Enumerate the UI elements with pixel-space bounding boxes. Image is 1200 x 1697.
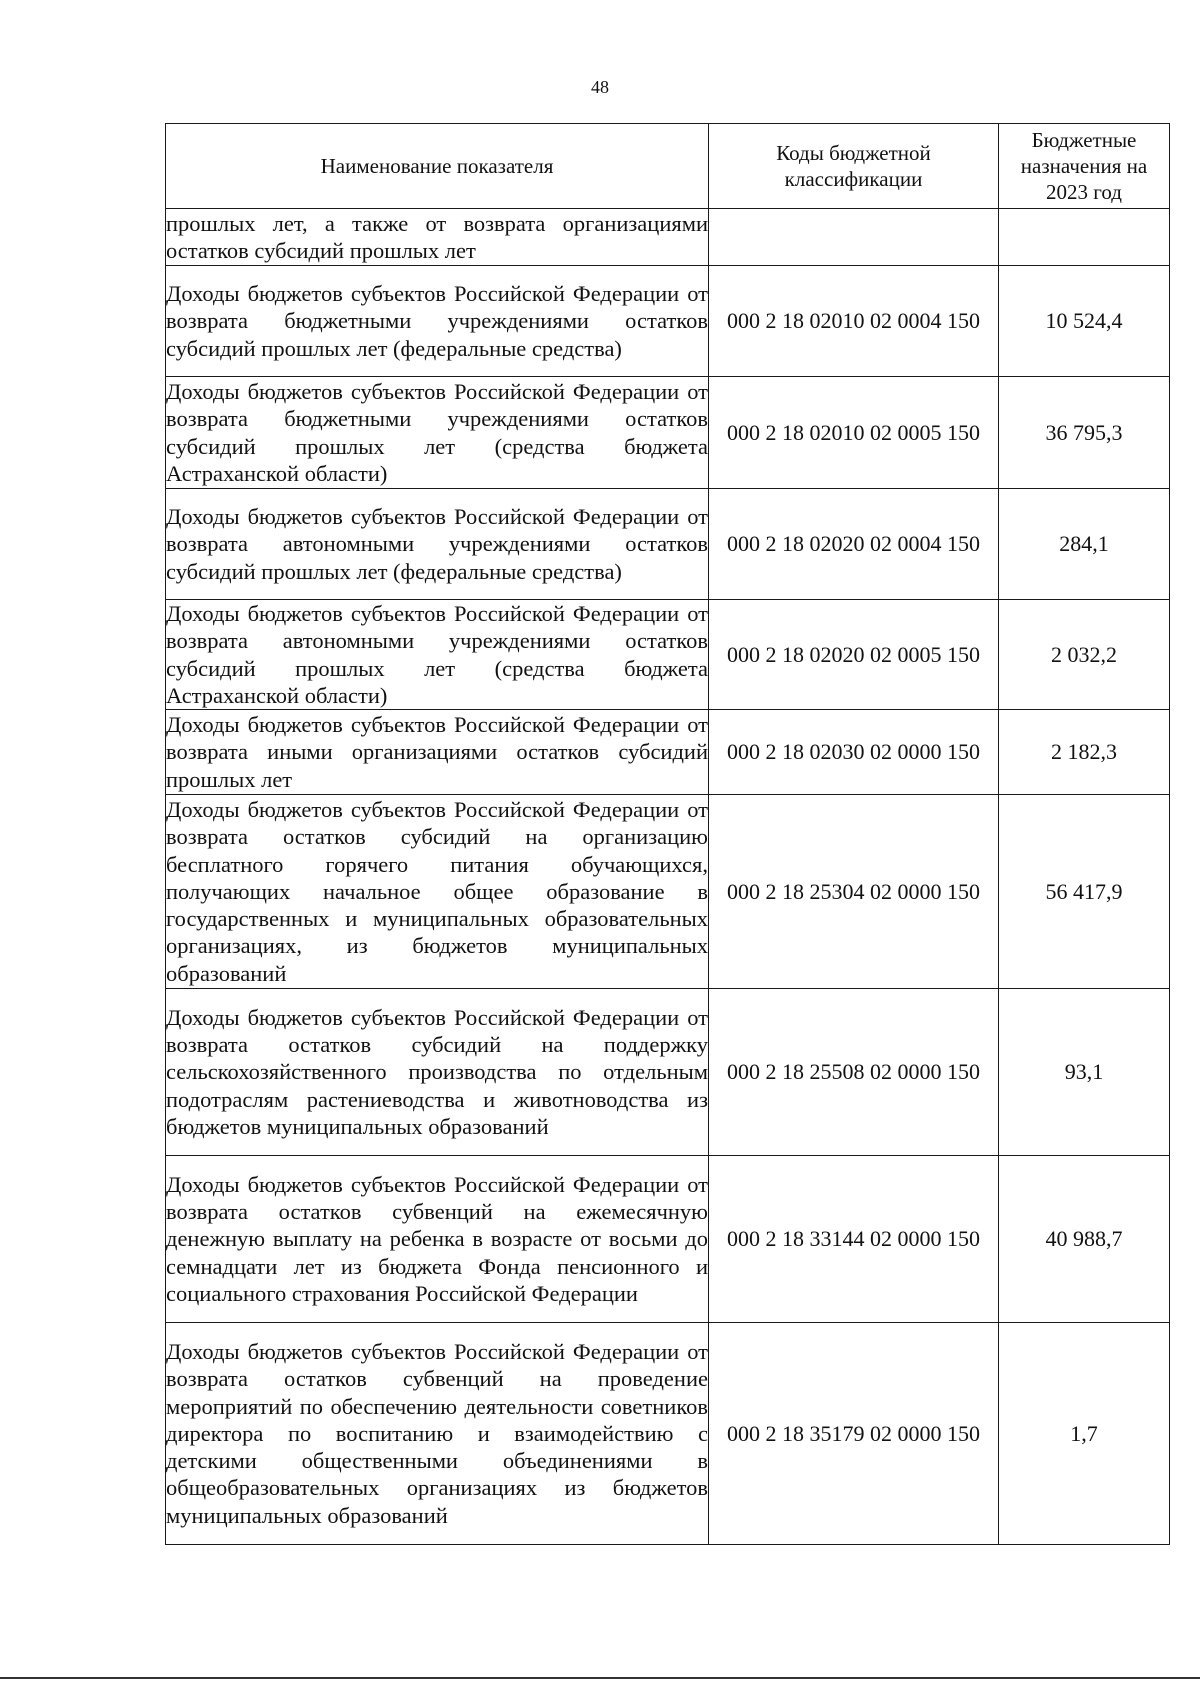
row-amount: 2 182,3: [999, 710, 1170, 795]
header-amount: [999, 124, 1170, 209]
row-amount: 36 795,3: [999, 377, 1170, 489]
row-amount: 93,1: [999, 989, 1170, 1156]
row-name: Доходы бюджетов субъектов Российской Федерации от возврата автономными учреждениями остатков субсидий прошлых лет (средства бюджета Астраханской области): [166, 601, 708, 708]
row-amount: 56 417,9: [999, 795, 1170, 989]
row-code: [709, 209, 999, 266]
table-row: [166, 209, 1170, 266]
header-amount-line1: Бюджетные: [1031, 128, 1137, 152]
row-code: 000 2 18 25304 02 0000 150: [709, 795, 999, 989]
header-name-label: Наименование показателя: [320, 154, 554, 178]
row-code: 000 2 18 02020 02 0005 150: [709, 600, 999, 710]
row-amount: 284,1: [999, 489, 1170, 600]
row-name: Доходы бюджетов субъектов Российской Федерации от возврата остатков субсидий на поддержку сельскохозяйственного производства по отдельным подотраслям растениеводства и животноводства из бюджетов муниципальных образований: [166, 989, 709, 1156]
row-name: Доходы бюджетов субъектов Российской Федерации от возврата остатков субсидий на организацию бесплатного горячего питания обучающихся, получающих начальное общее образование в государственных и муниципальных образовательных организациях, из бюджетов муниципальных образований: [166, 795, 709, 989]
row-code: 000 2 18 33144 02 0000 150: [709, 1156, 999, 1323]
row-name: прошлых лет, а также от возврата организациями остатков субсидий прошлых лет: [166, 209, 709, 266]
row-code: 000 2 18 02020 02 0004 150: [709, 489, 999, 600]
row-code: 000 2 18 25508 02 0000 150: [709, 989, 999, 1156]
table-header-row: [166, 124, 1170, 209]
header-amount-line2: назначения на: [1020, 154, 1148, 178]
header-code: [709, 124, 999, 209]
header-code-line1: Коды бюджетной: [776, 141, 931, 165]
table-row: [166, 1156, 1170, 1323]
row-code: 000 2 18 02010 02 0004 150: [709, 266, 999, 377]
row-amount: 40 988,7: [999, 1156, 1170, 1323]
table-row: [166, 1323, 1170, 1545]
row-name: Доходы бюджетов субъектов Российской Федерации от возврата иными организациями остатков субсидий прошлых лет: [166, 710, 709, 795]
row-code: 000 2 18 35179 02 0000 150: [709, 1323, 999, 1545]
row-amount: 10 524,4: [999, 266, 1170, 377]
budget-table: [165, 123, 1170, 1545]
table-row: [166, 266, 1170, 377]
row-amount: [999, 209, 1170, 266]
header-amount-line3: 2023 год: [1046, 180, 1122, 204]
table-row: [166, 989, 1170, 1156]
table-row: [166, 600, 1170, 710]
header-name: [166, 124, 709, 209]
page-number: 48: [591, 77, 609, 97]
table-row: [166, 377, 1170, 489]
table-row: [166, 489, 1170, 600]
row-name: Доходы бюджетов субъектов Российской Федерации от возврата автономными учреждениями остатков субсидий прошлых лет (федеральные средства): [166, 489, 709, 600]
row-code: 000 2 18 02030 02 0000 150: [709, 710, 999, 795]
header-code-line2: классификации: [784, 167, 923, 191]
row-name: Доходы бюджетов субъектов Российской Федерации от возврата бюджетными учреждениями остатков субсидий прошлых лет (федеральные средства): [166, 266, 709, 377]
row-amount: 1,7: [999, 1323, 1170, 1545]
table-row: [166, 795, 1170, 989]
row-name: Доходы бюджетов субъектов Российской Федерации от возврата остатков субвенций на ежемесячную денежную выплату на ребенка в возрасте от восьми до семнадцати лет из бюджета Фонда пенсионного и социального страхования Российской Федерации: [166, 1156, 709, 1323]
table-row: [166, 710, 1170, 795]
footer-divider: [0, 1677, 1200, 1679]
row-name: Доходы бюджетов субъектов Российской Федерации от возврата бюджетными учреждениями остатков субсидий прошлых лет (средства бюджета Астраханской области): [166, 377, 709, 489]
row-code: 000 2 18 02010 02 0005 150: [709, 377, 999, 489]
row-name: Доходы бюджетов субъектов Российской Федерации от возврата остатков субвенций на проведение мероприятий по обеспечению деятельности советников директора по воспитанию и взаимодействию с детскими общественными объединениями в общеобразовательных организациях из бюджетов муниципальных образований: [166, 1323, 709, 1545]
row-amount: 2 032,2: [999, 600, 1170, 710]
